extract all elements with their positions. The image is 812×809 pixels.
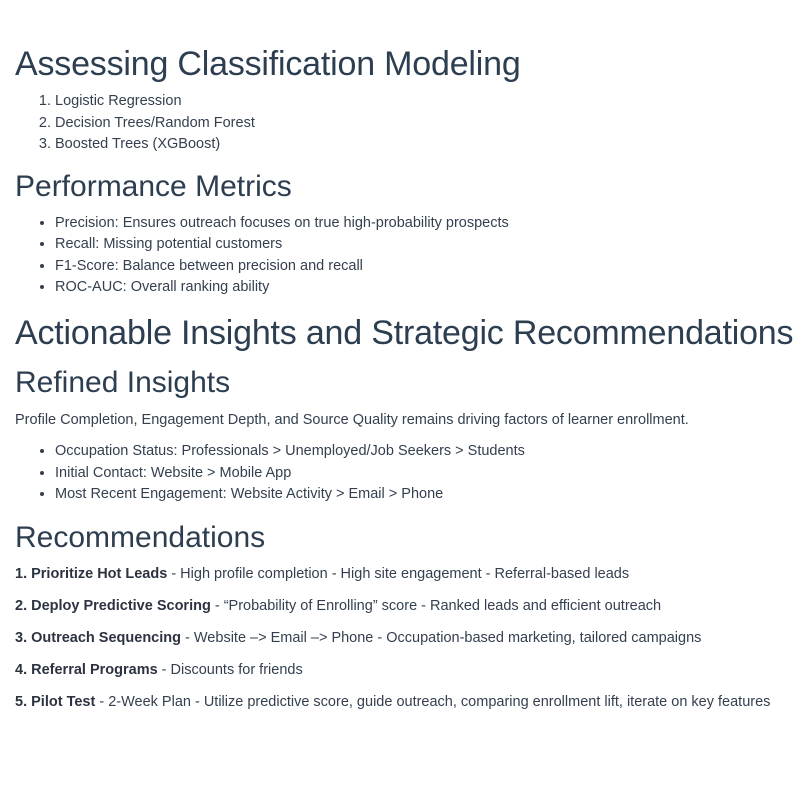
recommendation-title: 4. Referral Programs: [15, 661, 158, 678]
recommendation-item: [15, 628, 812, 648]
list-item: • Occupation Status: Professionals > Unemployed/Job Seekers > Students: [55, 441, 812, 463]
insights-heading: Refined Insights: [15, 366, 231, 400]
recommendation-detail: - Website –> Email –> Phone - Occupation-based marketing, tailored campaigns: [181, 629, 702, 646]
insights-list: [15, 441, 812, 506]
list-item: 3. Boosted Trees (XGBoost): [55, 134, 812, 156]
recommendation-item: [15, 564, 812, 584]
classification-heading: Assessing Classification Modeling: [15, 45, 521, 83]
list-item: 2. Decision Trees/Random Forest: [55, 113, 812, 135]
list-item: • Initial Contact: Website > Mobile App: [55, 463, 812, 485]
recommendation-detail: - High profile completion - High site engagement - Referral-based leads: [167, 565, 630, 582]
list-item: • Precision: Ensures outreach focuses on true high-probability prospects: [55, 213, 812, 235]
recommendation-detail: - Discounts for friends: [157, 661, 303, 678]
recommendations-heading: Recommendations: [15, 520, 266, 554]
list-item: • Most Recent Engagement: Website Activity > Email > Phone: [55, 484, 812, 506]
list-item: • Recall: Missing potential customers: [55, 234, 812, 256]
recommendation-title: 1. Prioritize Hot Leads: [15, 565, 168, 582]
list-item: • F1-Score: Balance between precision and recall: [55, 256, 812, 278]
list-item: 1. Logistic Regression: [55, 91, 812, 113]
recommendation-detail: - 2-Week Plan - Utilize predictive score, guide outreach, comparing enrollment lift, iterate on key features: [95, 693, 771, 710]
recommendation-item: [15, 660, 812, 680]
recommendation-item: [15, 692, 812, 712]
recommendation-title: 3. Outreach Sequencing: [15, 629, 181, 646]
actionable-heading: Actionable Insights and Strategic Recommendations: [15, 313, 794, 352]
insights-intro: Profile Completion, Engagement Depth, and Source Quality remains driving factors of learner enrollment.: [15, 412, 689, 429]
recommendation-title: 5. Pilot Test: [15, 693, 96, 710]
list-item: • ROC-AUC: Overall ranking ability: [55, 277, 812, 299]
recommendation-title: 2. Deploy Predictive Scoring: [15, 597, 211, 614]
recommendation-item: [15, 596, 812, 616]
metrics-heading: Performance Metrics: [15, 169, 292, 203]
metrics-list: [15, 213, 812, 299]
models-list: [15, 91, 812, 156]
recommendation-detail: - “Probability of Enrolling” score - Ranked leads and efficient outreach: [210, 597, 662, 614]
